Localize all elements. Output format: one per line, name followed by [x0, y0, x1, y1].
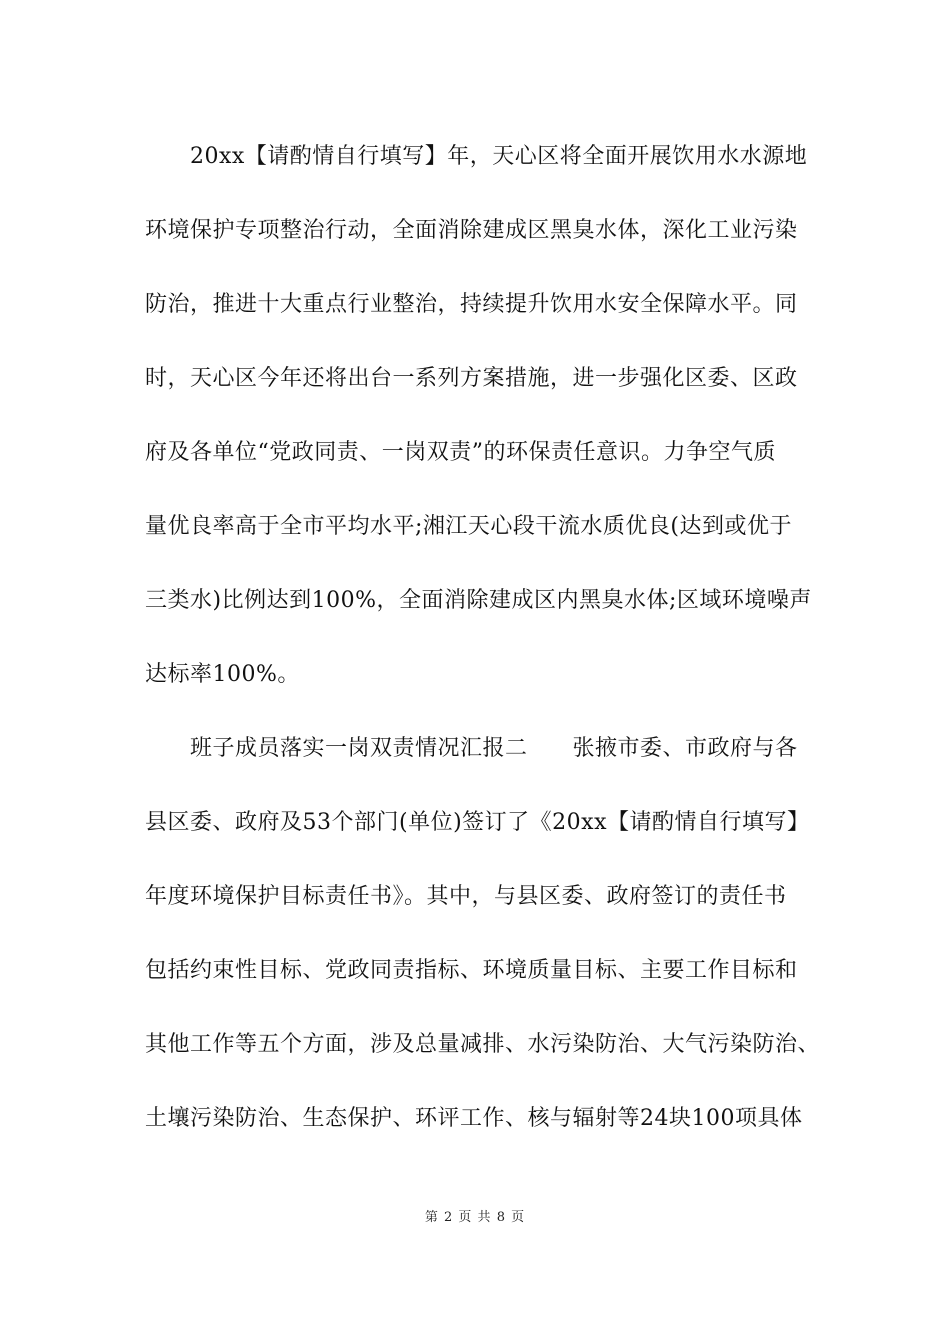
text-line: 班子成员落实一岗双责情况汇报二 张掖市委、市政府与各: [145, 736, 798, 761]
text-line: 达标率100%。: [145, 662, 300, 687]
text-line: 年度环境保护目标责任书》。其中，与县区委、政府签订的责任书: [145, 884, 787, 909]
text-line: 防治，推进十大重点行业整治，持续提升饮用水安全保障水平。同: [145, 292, 798, 317]
body-text: [145, 130, 825, 1166]
text-line: 量优良率高于全市平均水平;湘江天心段干流水质优良(达到或优于: [145, 514, 792, 539]
text-line: 土壤污染防治、生态保护、环评工作、核与辐射等24块100项具体: [145, 1106, 803, 1131]
text-line: 20xx【请酌情自行填写】年，天心区将全面开展饮用水水源地: [145, 144, 808, 169]
page-number-footer: 第 2 页 共 8 页: [424, 1210, 526, 1225]
text-line: 时，天心区今年还将出台一系列方案措施，进一步强化区委、区政: [145, 366, 798, 391]
text-line: 包括约束性目标、党政同责指标、环境质量目标、主要工作目标和: [145, 958, 798, 983]
text-line: 环境保护专项整治行动，全面消除建成区黑臭水体，深化工业污染: [145, 218, 798, 243]
text-line: 三类水)比例达到100%，全面消除建成区内黑臭水体;区域环境噪声: [145, 588, 812, 613]
text-line: 府及各单位“党政同责、一岗双责”的环保责任意识。力争空气质: [145, 440, 776, 465]
text-line: 县区委、政府及53个部门(单位)签订了《20xx【请酌情自行填写】: [145, 810, 810, 835]
text-line: 其他工作等五个方面，涉及总量减排、水污染防治、大气污染防治、: [145, 1032, 821, 1057]
